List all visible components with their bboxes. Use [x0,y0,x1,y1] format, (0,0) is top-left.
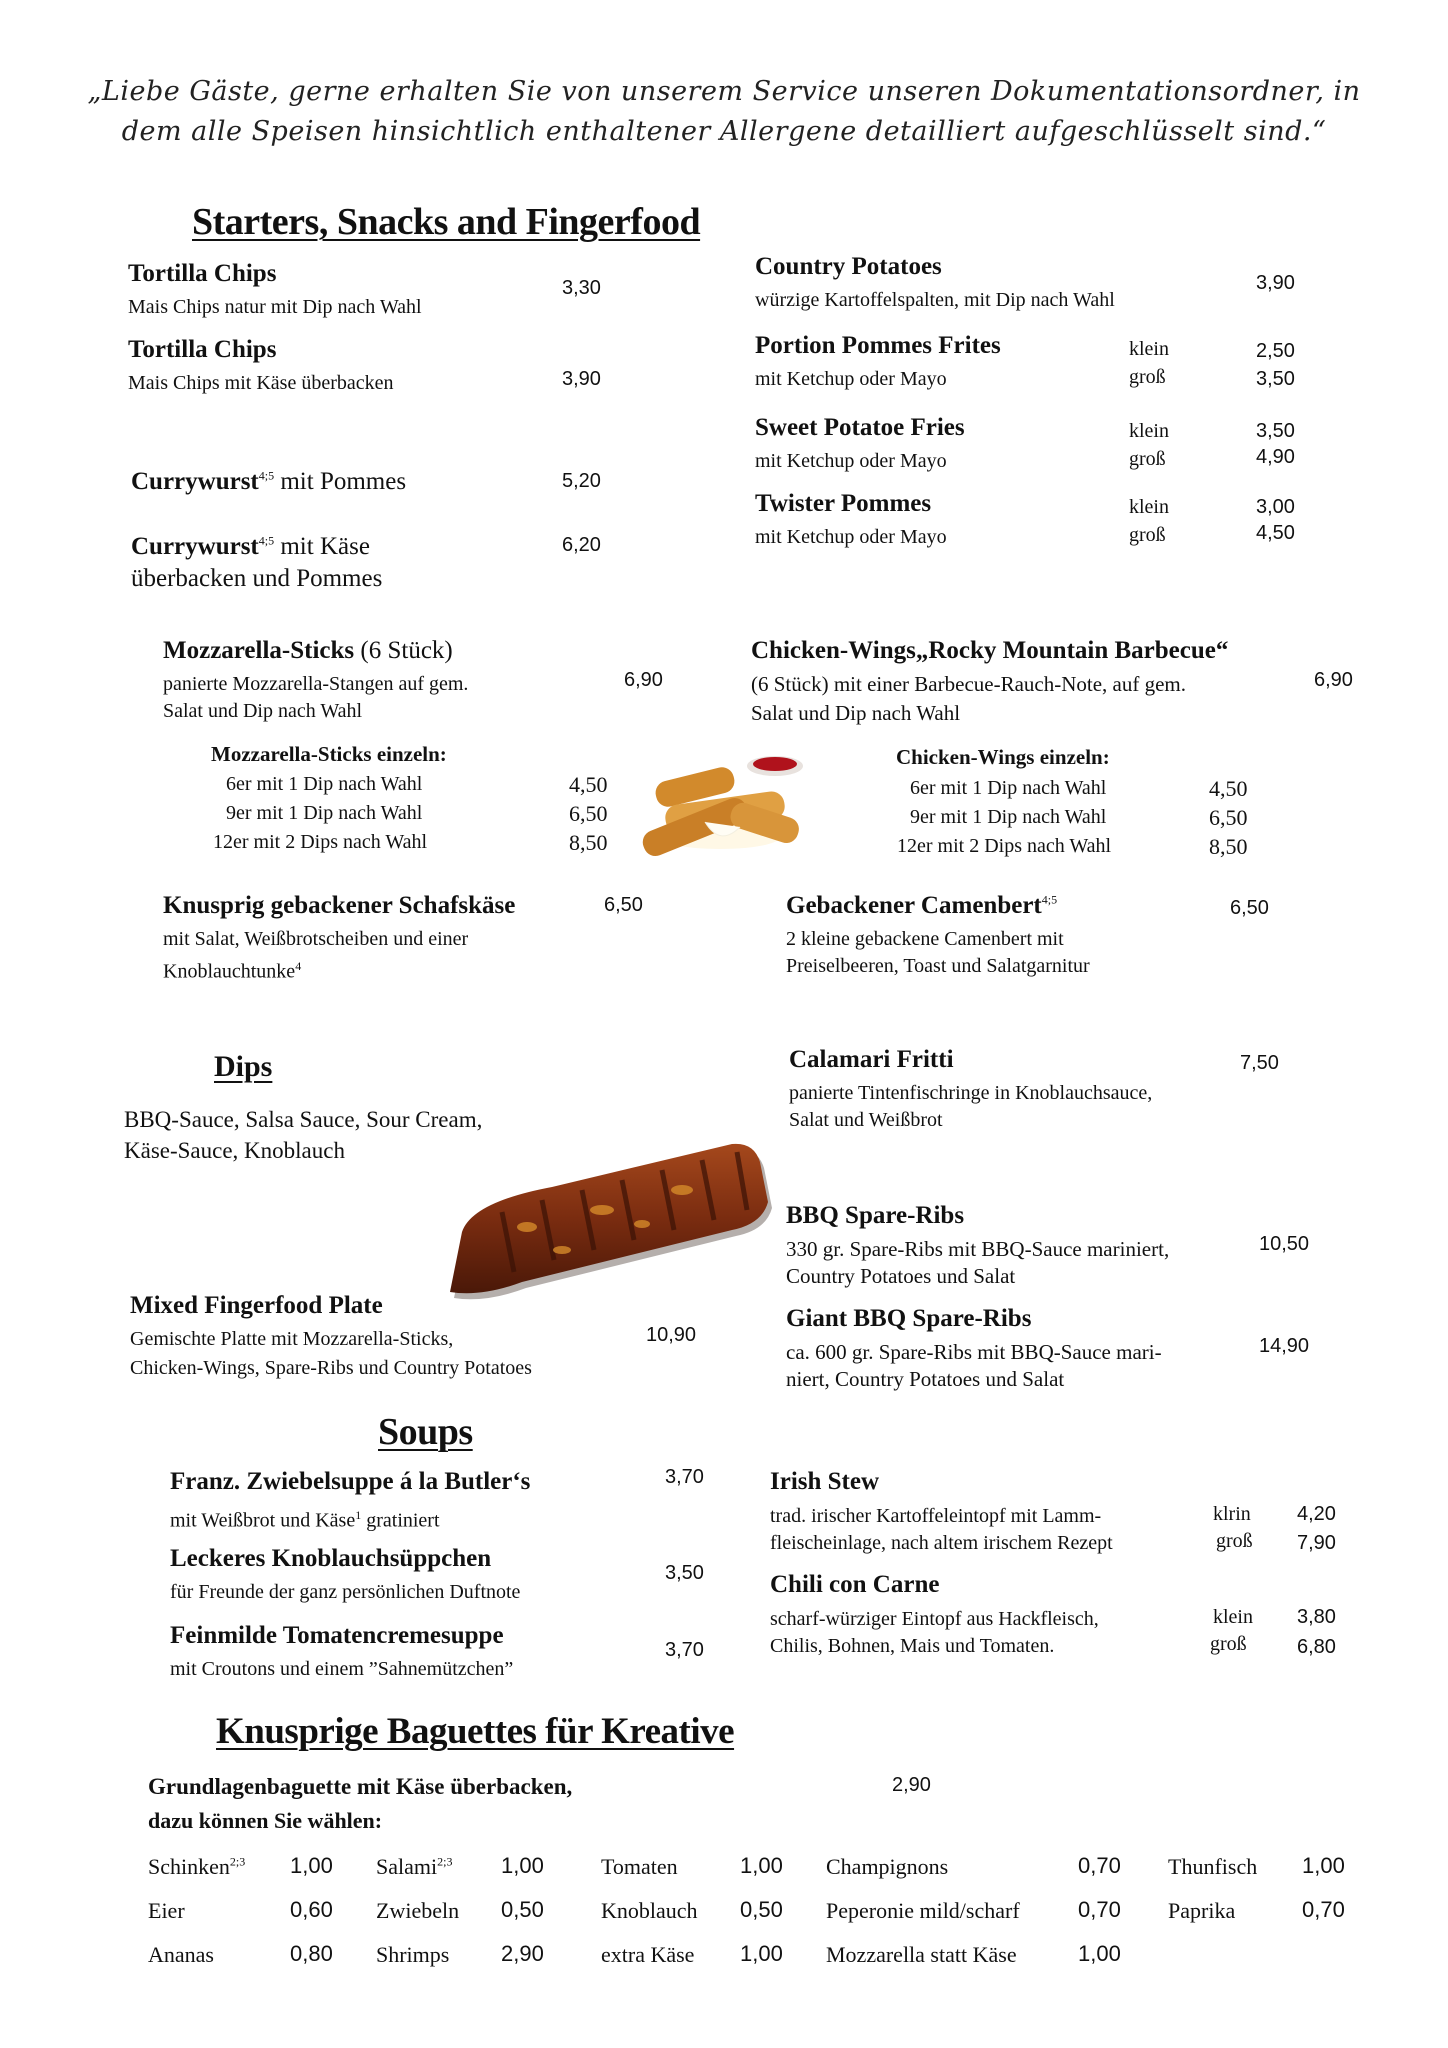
section-title-soups: Soups [378,1411,473,1453]
single-title: Chicken-Wings einzeln: [896,745,1110,769]
item-desc: mit Ketchup oder Mayo [755,450,947,472]
price-large: 6,80 [1297,1636,1336,1658]
allergen-notice [60,72,1388,152]
item-name [131,533,370,561]
price-small: 2,50 [1256,340,1295,362]
size-small: klrin [1213,1503,1251,1525]
topping-name: Shrimps [376,1942,450,1967]
item-name: Irish Stew [770,1468,880,1495]
single-price: 4,50 [569,772,608,797]
topping-name: Champignons [826,1854,949,1879]
size-large: groß [1129,366,1166,388]
item-desc: niert, Country Potatoes und Salat [786,1367,1065,1391]
topping-price: 1,00 [501,1853,544,1878]
single-option: 9er mit 1 Dip nach Wahl [226,802,423,824]
item-desc: scharf-würziger Eintopf aus Hackfleisch, [770,1608,1099,1630]
item-desc: Preiselbeeren, Toast und Salatgarnitur [786,955,1090,977]
topping-price: 1,00 [1302,1853,1345,1878]
price-large: 4,50 [1256,522,1295,544]
item-name: Chicken-Wings„Rocky Mountain Barbecue“ [751,637,1229,664]
allergen-code: 1 [355,1508,362,1522]
size-small: klein [1129,420,1169,442]
dips-list-line1: BBQ-Sauce, Salsa Sauce, Sour Cream, [124,1107,483,1132]
item-name-main: Currywurst [131,468,259,495]
item-desc [163,953,301,986]
item-price: 3,90 [1256,272,1295,294]
item-price: 6,50 [1230,897,1269,919]
item-name: Feinmilde Tomatencremesuppe [170,1622,504,1649]
topping-price: 0,70 [1078,1853,1121,1878]
topping-price: 0,80 [290,1941,333,1966]
item-price: 10,50 [1259,1233,1310,1255]
allergen-notice-line1: „Liebe Gäste, gerne erhalten Sie von unserem Service unseren Dokumentationsordner, in [87,76,1361,107]
item-name: Franz. Zwiebelsuppe á la Butler‘s [170,1468,531,1495]
item-name: Tortilla Chips [128,336,277,363]
topping-price: 0,60 [290,1897,333,1922]
item-price: 7,50 [1240,1052,1279,1074]
item-name-line2: überbacken und Pommes [131,565,383,592]
item-desc: Country Potatoes und Salat [786,1264,1016,1288]
item-desc [170,1502,440,1535]
topping-price: 0,70 [1078,1897,1121,1922]
item-desc: Salat und Dip nach Wahl [751,701,961,725]
topping-name: Peperonie mild/scharf [826,1898,1020,1923]
item-name: BBQ Spare-Ribs [786,1202,965,1229]
price-large: 7,90 [1297,1532,1336,1554]
item-price: 3,30 [562,277,601,299]
spare-ribs-image [432,1132,772,1307]
item-name: Twister Pommes [755,490,932,517]
item-desc: ca. 600 gr. Spare-Ribs mit BBQ-Sauce mari- [786,1340,1162,1364]
item-name: Country Potatoes [755,253,942,280]
topping-name: Knoblauch [601,1898,698,1923]
topping-name [148,1854,245,1880]
item-count: (6 Stück) [751,672,829,696]
item-name: Chili con Carne [770,1571,940,1598]
section-title-starters: Starters, Snacks and Fingerfood [192,201,701,243]
item-name-main: Gebackener Camenbert [786,892,1042,919]
allergen-code: 2;3 [229,1854,246,1869]
mozzarella-sticks-image [635,752,815,862]
topping-label: Salami [376,1854,438,1879]
item-desc: Gemischte Platte mit Mozzarella-Sticks, [130,1328,454,1350]
item-desc: Salat und Dip nach Wahl [163,700,363,722]
size-small: klein [1129,338,1169,360]
topping-price: 1,00 [290,1853,333,1878]
item-name-main: Currywurst [131,533,259,560]
allergen-notice-line2: dem alle Speisen hinsichtlich enthaltener Allergene detailliert aufgeschlüsselt sind.“ [121,116,1327,147]
single-option: 12er mit 2 Dips nach Wahl [213,831,428,853]
price-large: 3,50 [1256,368,1295,390]
item-desc: panierte Tintenfischringe in Knoblauchsauce, [789,1082,1153,1104]
topping-price: 2,90 [501,1941,544,1966]
item-desc-text: mit einer Barbecue-Rauch-Note, auf gem. [828,672,1187,696]
topping-name: Thunfisch [1168,1854,1258,1879]
topping-name [376,1854,452,1880]
topping-price: 1,00 [740,1853,783,1878]
price-small: 3,00 [1256,496,1295,518]
topping-price: 1,00 [1078,1941,1121,1966]
item-name: Leckeres Knoblauchsüppchen [170,1545,492,1572]
item-name: Mixed Fingerfood Plate [130,1292,383,1319]
item-desc: mit Salat, Weißbrotscheiben und einer [163,928,469,950]
baguette-base-line2: dazu können Sie wählen: [148,1808,383,1833]
section-title-dips: Dips [214,1050,273,1083]
item-name: Giant BBQ Spare-Ribs [786,1305,1032,1332]
item-desc: mit Croutons und einem ”Sahnemützchen” [170,1658,514,1680]
topping-name: Mozzarella statt Käse [826,1942,1017,1967]
item-price: 3,70 [665,1639,704,1661]
item-desc [751,671,1186,698]
price-small: 4,20 [1297,1503,1336,1525]
topping-price: 1,00 [740,1941,783,1966]
item-name-rest: mit Pommes [274,468,407,495]
size-small: klein [1213,1606,1253,1628]
item-name-rest: mit Käse [274,533,370,560]
item-desc: Mais Chips natur mit Dip nach Wahl [128,296,422,318]
item-price: 6,90 [1314,669,1353,691]
size-large: groß [1129,448,1166,470]
item-desc: 2 kleine gebackene Camenbert mit [786,928,1064,950]
price-large: 4,90 [1256,446,1295,468]
topping-name: Zwiebeln [376,1898,460,1923]
topping-name: Tomaten [601,1854,678,1879]
item-desc: panierte Mozzarella-Stangen auf gem. [163,673,469,695]
allergen-code: 4;5 [258,468,275,483]
size-large: groß [1129,524,1166,546]
item-desc: Chilis, Bohnen, Mais und Tomaten. [770,1635,1055,1657]
section-title-baguettes: Knusprige Baguettes für Kreative [216,1711,735,1752]
item-desc: Salat und Weißbrot [789,1109,943,1131]
allergen-code: 2;3 [437,1854,453,1869]
topping-name: Ananas [148,1942,214,1967]
item-price: 5,20 [562,470,601,492]
item-price: 3,70 [665,1466,704,1488]
item-name: Calamari Fritti [789,1046,954,1073]
single-title: Mozzarella-Sticks einzeln: [211,742,447,766]
size-large: groß [1210,1633,1247,1655]
item-desc: trad. irischer Kartoffeleintopf mit Lamm- [770,1505,1102,1527]
single-price: 4,50 [1209,776,1248,801]
item-desc-text: mit Weißbrot und Käse [170,1509,356,1532]
baguette-base-price: 2,90 [892,1774,931,1796]
item-name [163,637,453,665]
item-price: 6,90 [624,669,663,691]
item-desc-text: gratiniert [361,1509,440,1532]
item-price: 6,50 [604,894,643,916]
single-price: 6,50 [1209,805,1248,830]
single-option: 6er mit 1 Dip nach Wahl [226,773,423,795]
topping-name: extra Käse [601,1942,695,1967]
item-price: 6,20 [562,534,601,556]
allergen-code: 4;5 [1041,892,1058,907]
topping-price: 0,50 [501,1897,544,1922]
price-small: 3,50 [1256,420,1295,442]
item-desc: 330 gr. Spare-Ribs mit BBQ-Sauce mariniert, [786,1237,1170,1261]
dips-list-line2: Käse-Sauce, Knoblauch [124,1138,345,1163]
item-name: Tortilla Chips [128,260,277,287]
item-desc: mit Ketchup oder Mayo [755,368,947,390]
item-price: 3,50 [665,1562,704,1584]
size-large: groß [1216,1530,1253,1552]
item-count: (6 Stück) [354,637,453,664]
single-option: 6er mit 1 Dip nach Wahl [910,777,1107,799]
single-price: 8,50 [1209,834,1248,859]
allergen-code: 4;5 [258,533,275,548]
topping-label: Schinken [148,1854,230,1879]
topping-name: Paprika [1168,1898,1236,1923]
item-desc: Mais Chips mit Käse überbacken [128,372,394,394]
price-small: 3,80 [1297,1606,1336,1628]
item-price: 10,90 [646,1324,697,1346]
item-desc: fleischeinlage, nach altem irischem Rezept [770,1532,1113,1554]
item-desc: für Freunde der ganz persönlichen Duftnote [170,1581,521,1603]
item-desc: mit Ketchup oder Mayo [755,526,947,548]
allergen-code: 4 [295,959,302,973]
topping-price: 0,50 [740,1897,783,1922]
item-name: Knusprig gebackener Schafskäse [163,892,516,919]
item-price: 14,90 [1259,1335,1310,1357]
item-desc: Chicken-Wings, Spare-Ribs und Country Potatoes [130,1357,532,1379]
single-price: 8,50 [569,830,608,855]
item-name [786,892,1057,920]
item-desc: würzige Kartoffelspalten, mit Dip nach Wahl [755,289,1115,311]
item-desc-text: Knoblauchtunke [163,960,296,983]
item-name: Portion Pommes Frites [755,332,1001,359]
item-name [131,468,406,496]
single-option: 12er mit 2 Dips nach Wahl [897,835,1112,857]
item-price: 3,90 [562,368,601,390]
topping-price: 0,70 [1302,1897,1345,1922]
single-option: 9er mit 1 Dip nach Wahl [910,806,1107,828]
item-name: Sweet Potatoe Fries [755,414,965,441]
size-small: klein [1129,496,1169,518]
item-name-main: Mozzarella-Sticks [163,637,355,664]
baguette-base-line1: Grundlagenbaguette mit Käse überbacken, [148,1774,573,1799]
topping-name: Eier [148,1898,185,1923]
single-price: 6,50 [569,801,608,826]
